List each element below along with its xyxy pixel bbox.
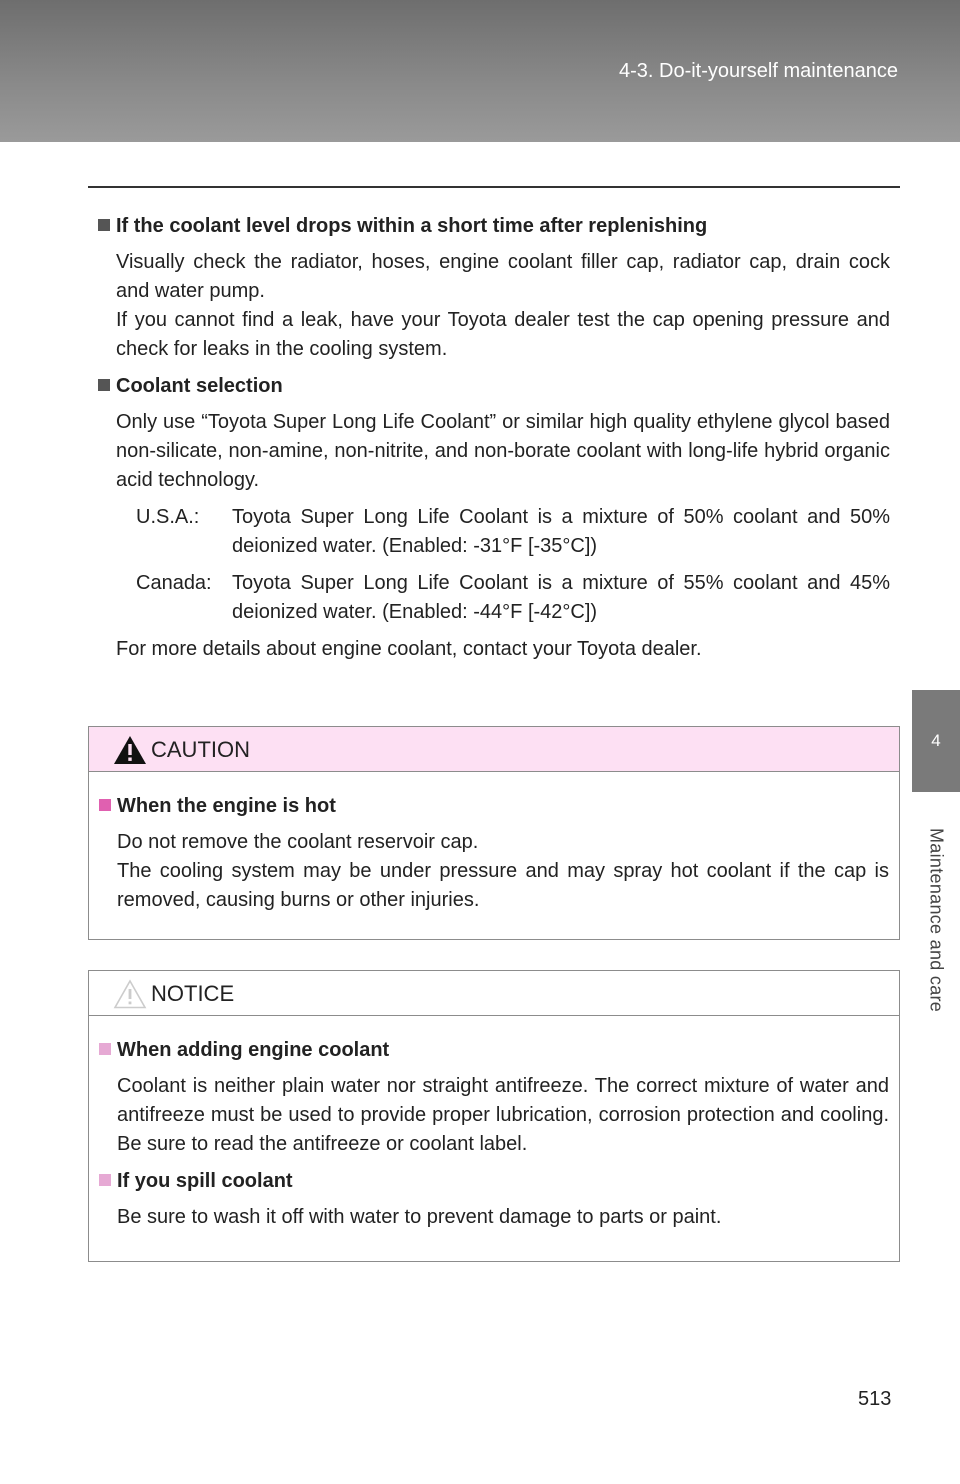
square-bullet-icon [98, 219, 110, 231]
notice-body [89, 1016, 899, 1232]
square-bullet-icon [99, 1043, 111, 1055]
definition-row [136, 569, 890, 627]
paragraph: Coolant is neither plain water nor straight antifreeze. The correct mixture of water and antifreeze must be used to provide proper lubrication, corrosion protection and cooling. Be sure to read the antifreeze or coolant label. [117, 1075, 889, 1155]
section-heading-text: Coolant selection [116, 375, 283, 397]
chapter-tab [912, 690, 960, 792]
section-heading-text: If the coolant level drops within a short time after replenishing [116, 215, 708, 237]
caution-heading-text: When the engine is hot [117, 795, 336, 817]
square-bullet-icon [98, 379, 110, 391]
page-number: 513 [858, 1388, 892, 1410]
paragraph: Only use “Toyota Super Long Life Coolant” or similar high quality ethylene glycol based non-silicate, non-amine, non-nitrite, and non-borate coolant with long-life hybrid organic acid technology. [116, 411, 890, 491]
closing-text: For more details about engine coolant, contact your Toyota dealer. [116, 638, 702, 660]
definition-text: Toyota Super Long Life Coolant is a mixture of 55% coolant and 45% deionized water. (Enabled: -44°F [-42°C]) [232, 572, 890, 623]
notice-heading [99, 1036, 889, 1065]
main-content [98, 212, 890, 664]
chapter-label [912, 800, 960, 1040]
notice-box [88, 970, 900, 1262]
paragraph: The cooling system may be under pressure and may spray hot coolant if the cap is removed, causing burns or other injuries. [117, 860, 889, 911]
warning-triangle-icon [113, 735, 147, 765]
caution-header [89, 727, 899, 772]
chapter-title: Maintenance and care [926, 827, 947, 1013]
paragraph: Visually check the radiator, hoses, engine coolant filler cap, radiator cap, drain cock and water pump. [116, 251, 890, 302]
paragraph: Be sure to wash it off with water to prevent damage to parts or paint. [117, 1206, 722, 1228]
section-title: 4-3. Do-it-yourself maintenance [618, 60, 898, 82]
caution-box [88, 726, 900, 940]
square-bullet-icon [99, 799, 111, 811]
definition-term: U.S.A.: [136, 506, 200, 528]
square-bullet-icon [99, 1174, 111, 1186]
notice-heading [99, 1167, 889, 1196]
notice-label: NOTICE [151, 981, 235, 1006]
page-header [0, 0, 960, 142]
chapter-number: 4 [931, 731, 941, 750]
definition-term: Canada: [136, 572, 212, 594]
notice-heading-text: If you spill coolant [117, 1170, 293, 1192]
paragraph: If you cannot find a leak, have your Toyota dealer test the cap opening pressure and check for leaks in the cooling system. [116, 309, 890, 360]
header-rule [88, 186, 900, 188]
warning-outline-icon [113, 979, 147, 1009]
definition-row [136, 503, 890, 561]
paragraph: Do not remove the coolant reservoir cap. [117, 831, 479, 853]
section-heading [98, 212, 890, 241]
notice-header [89, 971, 899, 1016]
caution-label: CAUTION [151, 737, 250, 762]
caution-body [89, 772, 899, 915]
section-heading [98, 372, 890, 401]
definition-text: Toyota Super Long Life Coolant is a mixture of 50% coolant and 50% deionized water. (Enabled: -31°F [-35°C]) [232, 506, 890, 557]
notice-heading-text: When adding engine coolant [117, 1039, 390, 1061]
caution-heading [99, 792, 889, 821]
